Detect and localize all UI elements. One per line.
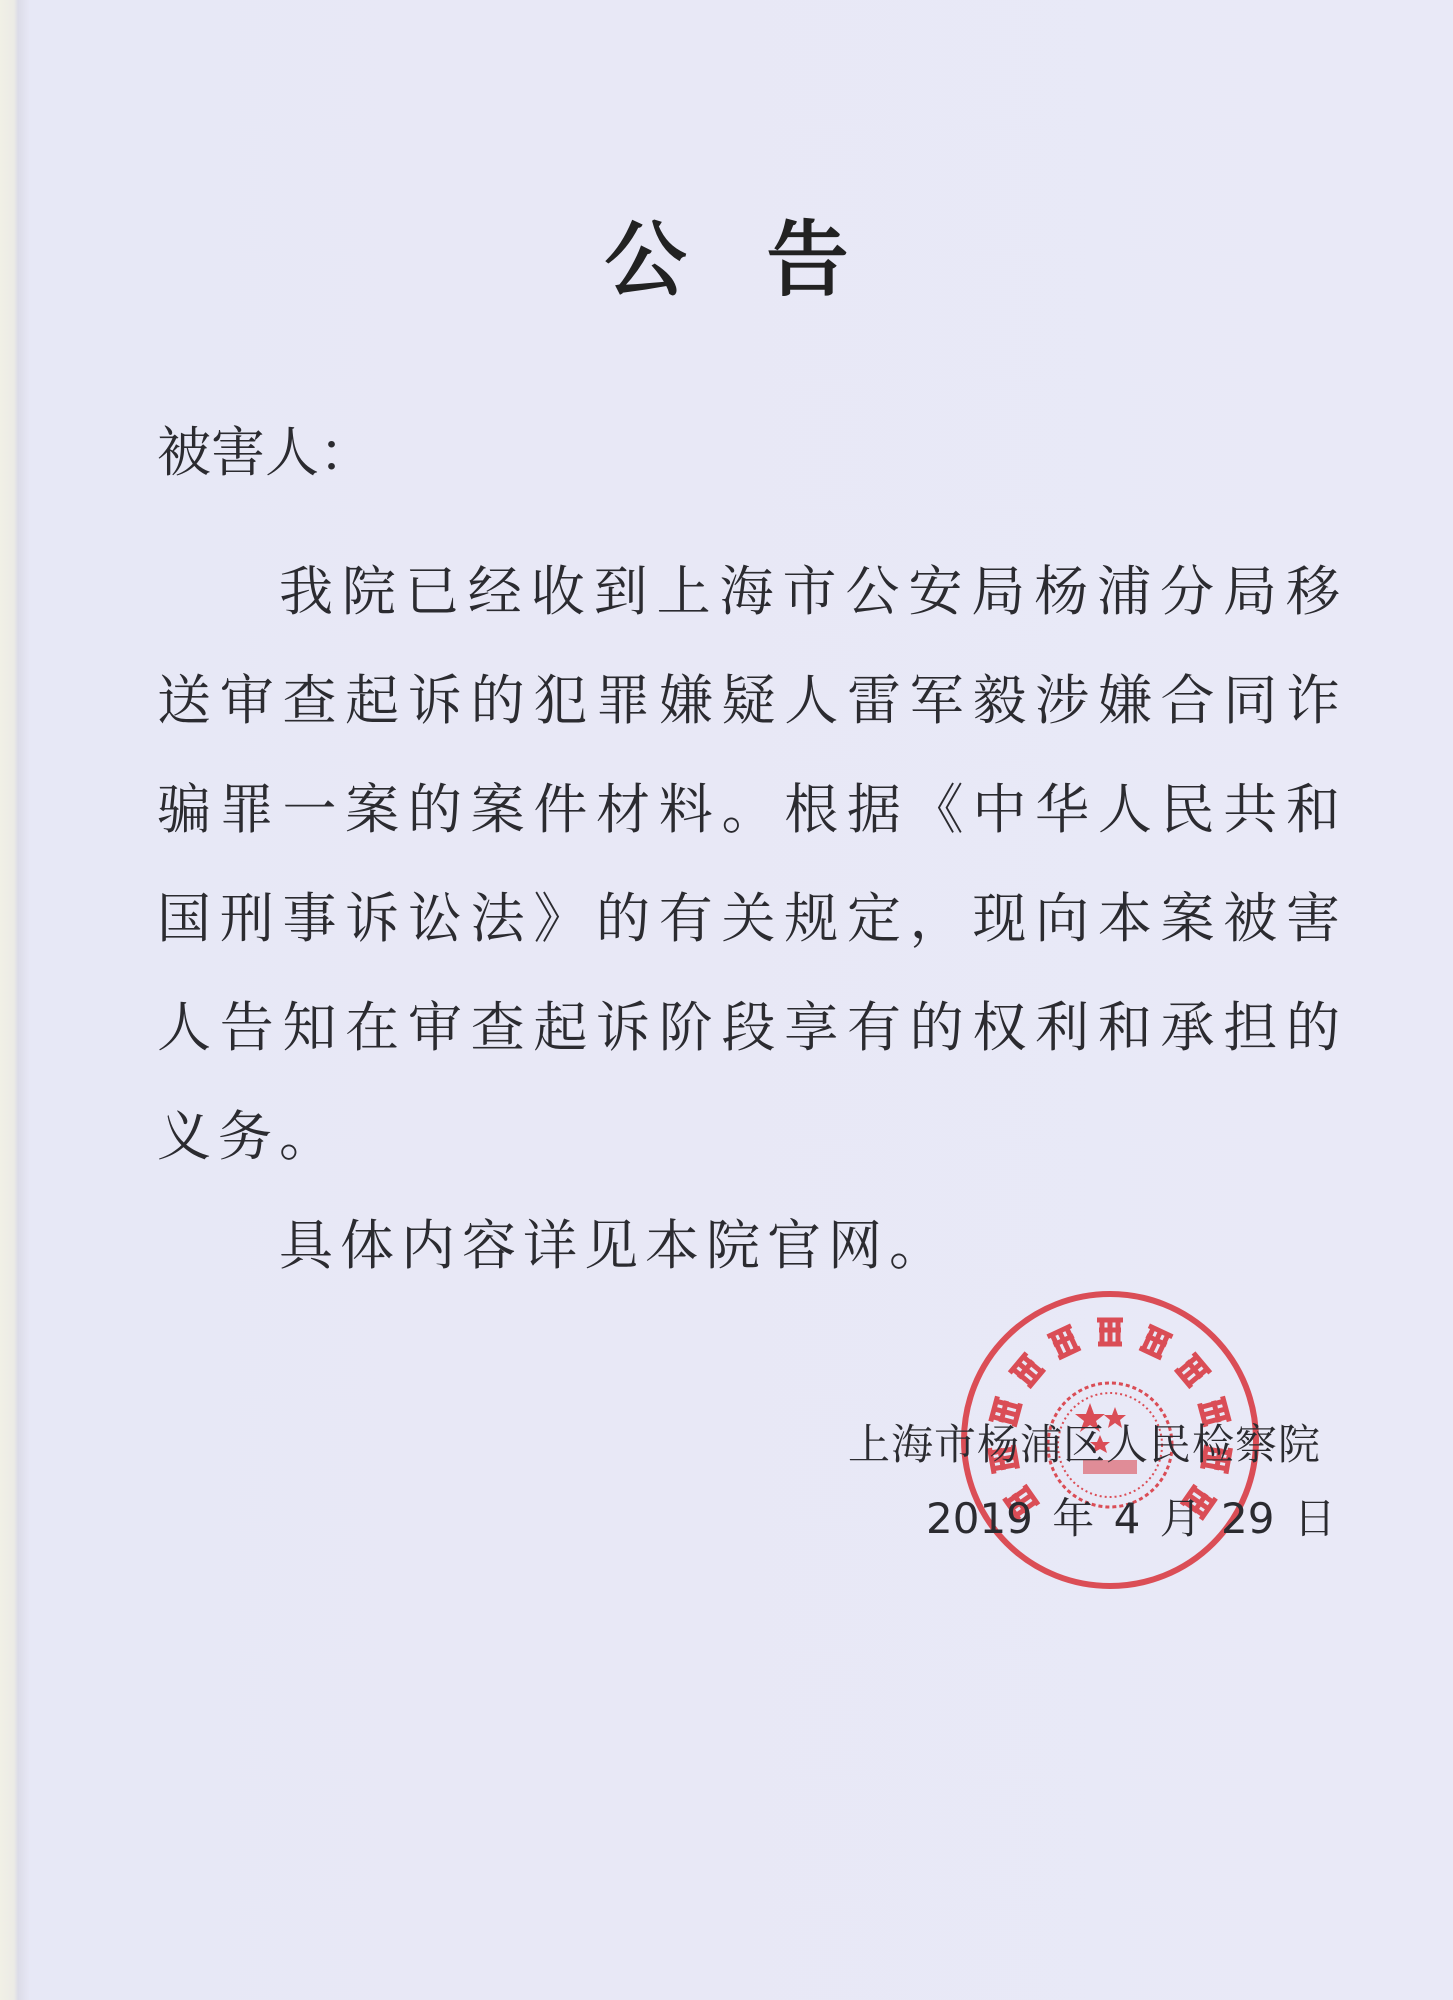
seal-glyph (1174, 1352, 1212, 1390)
seal-glyph (1138, 1324, 1173, 1360)
body-paragraph: 具体内容详见本院官网。 (279, 1214, 950, 1277)
seal-glyph (1008, 1352, 1046, 1390)
seal-glyph (1047, 1324, 1082, 1360)
addressee: 被害人： (157, 421, 373, 484)
title-char: 告 (766, 213, 849, 308)
body-paragraph: 我院已经收到上海市公安局杨浦分局移送审查起诉的犯罪嫌疑人雷军毅涉嫌合同诈骗罪一案的案件材料。根据《中华人民共和国刑事诉讼法》的有关规定，现向本案被害人告知在审查起诉阶段享有的权利和承担的义务。 (157, 560, 1347, 1168)
document-title (0, 195, 1453, 312)
signature-date: 2019 年 4 月 29 日 (926, 1494, 1336, 1543)
title-char: 公 (604, 213, 687, 308)
signature-organization: 上海市杨浦区人民检察院 (848, 1420, 1322, 1469)
seal-glyph (1097, 1318, 1123, 1346)
document-body (157, 537, 1347, 1300)
